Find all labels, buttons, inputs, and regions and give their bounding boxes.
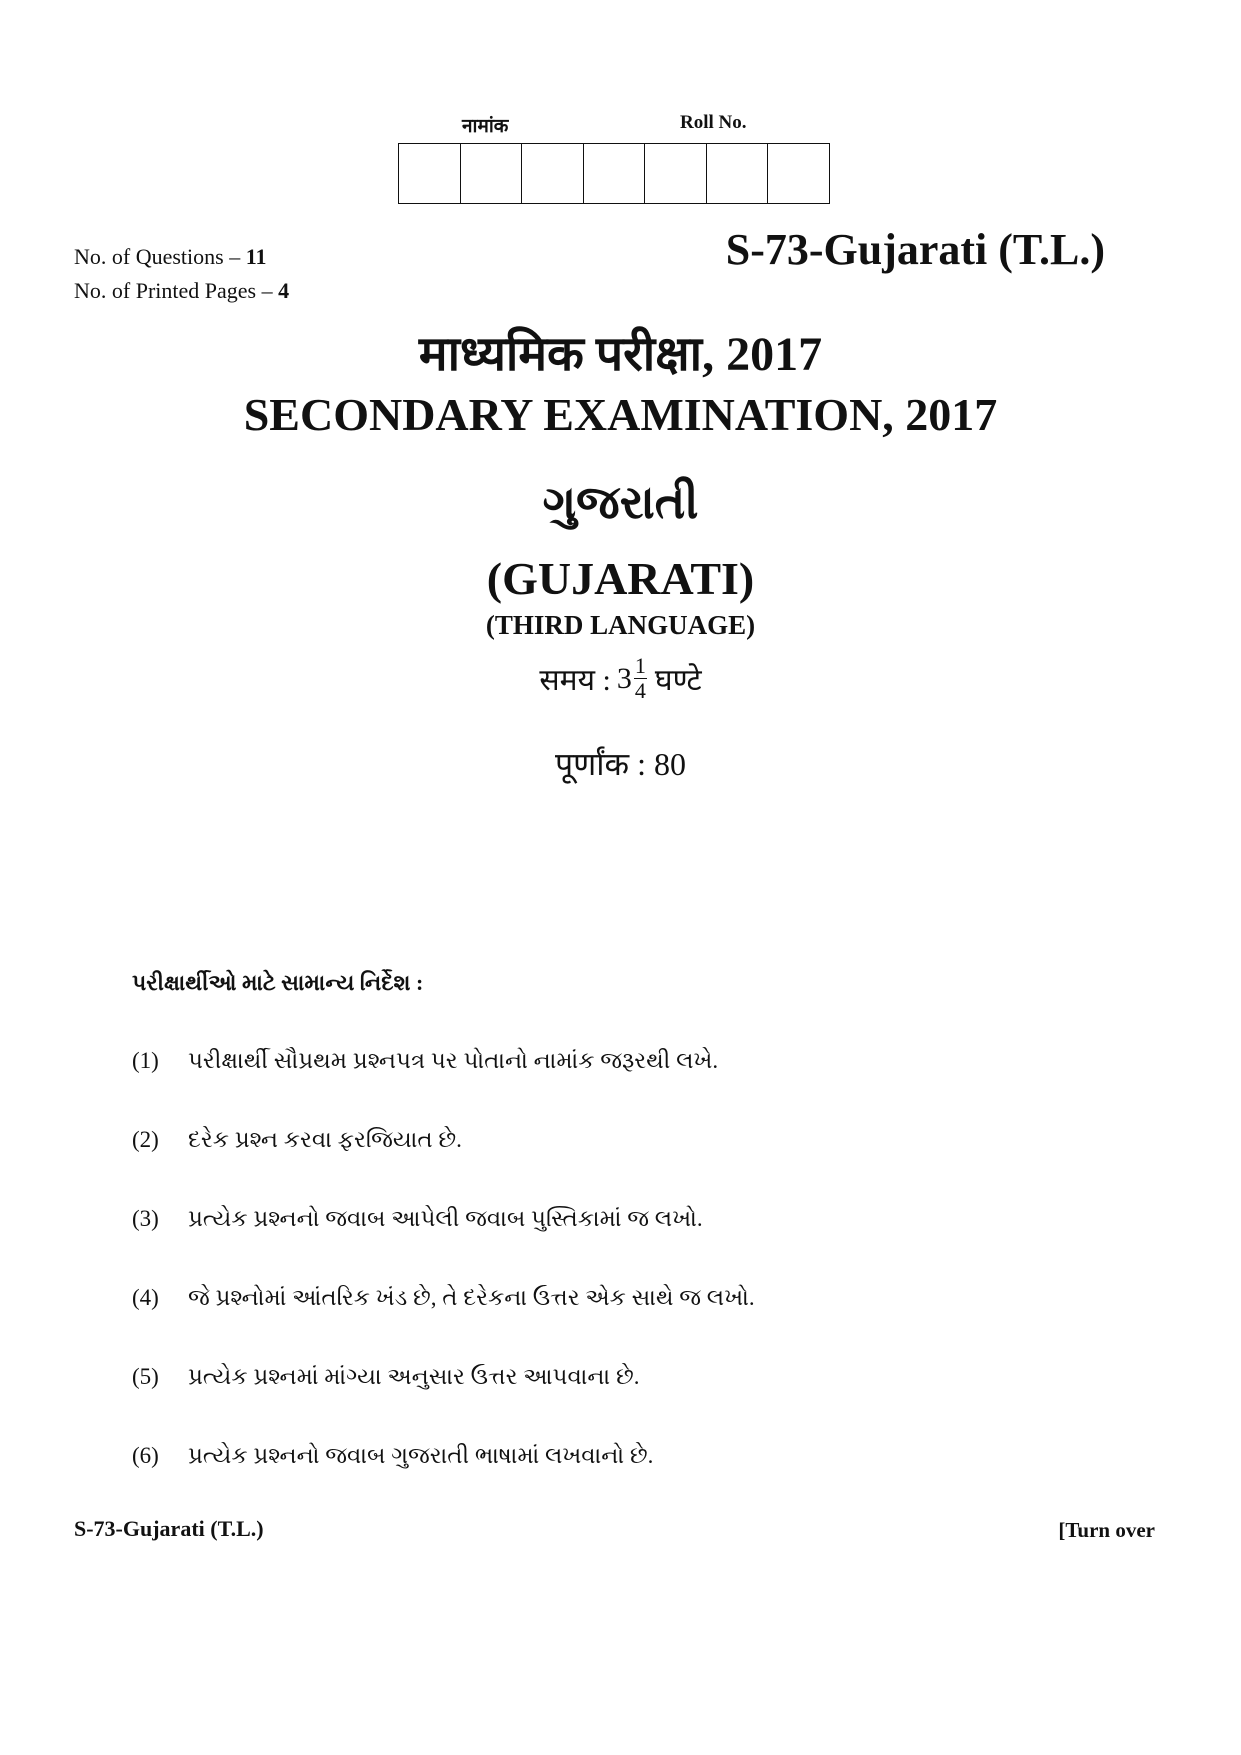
time-numerator: 1 xyxy=(634,653,646,678)
subject-note: (THIRD LANGUAGE) xyxy=(485,610,756,640)
time-label: समय : xyxy=(539,664,611,697)
instruction-number: (3) xyxy=(132,1206,159,1231)
instruction-item xyxy=(132,1443,653,1469)
subject-gujarati: ગુજરાતી xyxy=(542,477,699,528)
time-unit: घण्टे xyxy=(654,664,702,697)
number-of-questions xyxy=(74,244,267,270)
time-fraction xyxy=(634,655,647,702)
turn-over-note: [Turn over xyxy=(1058,1518,1155,1542)
instruction-item xyxy=(132,1285,755,1311)
instruction-number: (4) xyxy=(132,1285,159,1310)
roll-no-label: Roll No. xyxy=(680,112,747,133)
subject-english: (GUJARATI) xyxy=(486,553,755,604)
roll-number-box xyxy=(399,144,461,203)
pages-label: No. of Printed Pages – xyxy=(74,278,279,303)
paper-code: S-73-Gujarati (T.L.) xyxy=(725,225,1105,274)
instruction-number: (6) xyxy=(132,1443,159,1468)
questions-label: No. of Questions – xyxy=(74,244,246,269)
instruction-item xyxy=(132,1048,718,1074)
roll-number-box xyxy=(584,144,646,203)
instruction-item xyxy=(132,1127,462,1153)
footer-paper-code: S-73-Gujarati (T.L.) xyxy=(74,1516,264,1541)
instruction-number: (1) xyxy=(132,1048,159,1073)
instruction-item xyxy=(132,1364,639,1390)
instruction-number: (5) xyxy=(132,1364,159,1389)
instruction-number: (2) xyxy=(132,1127,159,1152)
instructions-heading: પરીક્ષાર્થીઓ માટે સામાન્ય નિર્દેશ : xyxy=(132,970,424,995)
exam-duration xyxy=(0,655,1241,702)
roll-number-box xyxy=(645,144,707,203)
instruction-text: જે પ્રશ્નોમાં આંતરિક ખંડ છે, તે દરેકના ઉત્તર એક સાથે જ લખો. xyxy=(188,1285,755,1310)
exam-title-english: SECONDARY EXAMINATION, 2017 xyxy=(243,389,998,440)
roll-number-boxes xyxy=(398,143,830,204)
questions-value: 11 xyxy=(245,244,267,269)
time-denominator: 4 xyxy=(634,678,646,703)
roll-number-box xyxy=(461,144,523,203)
number-of-printed-pages xyxy=(74,278,289,304)
instruction-text: પ્રત્યેક પ્રશ્નમાં માંગ્યા અનુસાર ઉત્તર આપવાના છે. xyxy=(188,1364,640,1389)
exam-title-hindi: माध्यमिक परीक्षा, 2017 xyxy=(418,328,823,381)
instruction-text: દરેક પ્રશ્ન કરવા ફરજિયાત છે. xyxy=(188,1127,462,1152)
instruction-text: પરીક્ષાર્થી સૌપ્રથમ પ્રશ્નપત્ર પર પોતાનો નામાંક જરૂરથી લખે. xyxy=(188,1048,719,1073)
instruction-item xyxy=(132,1206,703,1232)
namank-label: नामांक xyxy=(462,116,509,137)
time-whole: 3 xyxy=(616,661,632,695)
roll-number-box xyxy=(707,144,769,203)
roll-number-box xyxy=(522,144,584,203)
instruction-text: પ્રત્યેક પ્રશ્નનો જવાબ આપેલી જવાબ પુસ્તિકામાં જ લખો. xyxy=(188,1206,703,1231)
roll-number-box xyxy=(768,144,829,203)
instruction-text: પ્રત્યેક પ્રશ્નનો જવાબ ગુજરાતી ભાષામાં લખવાનો છે. xyxy=(188,1443,654,1468)
max-marks: पूर्णांक : 80 xyxy=(554,746,687,782)
pages-value: 4 xyxy=(278,278,290,303)
